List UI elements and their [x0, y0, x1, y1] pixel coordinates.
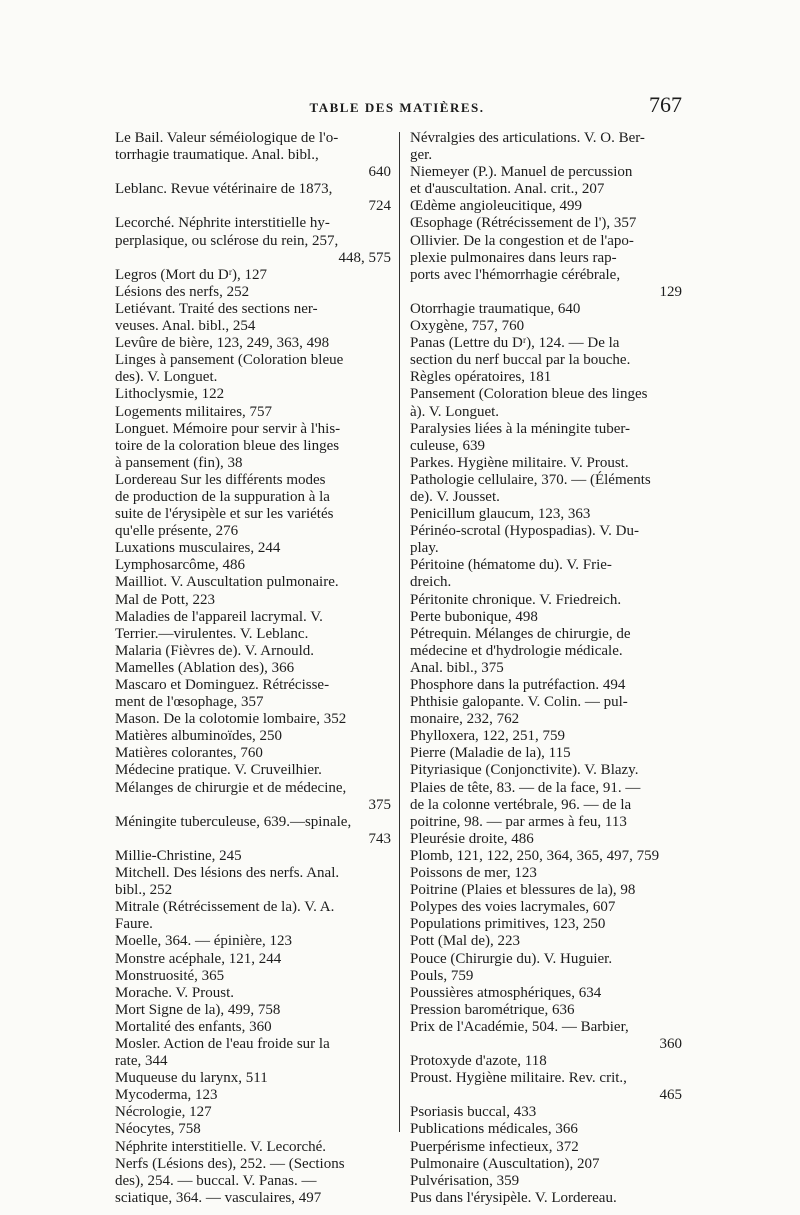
index-line: Mailliot. V. Auscultation pulmonaire.: [115, 574, 339, 591]
index-line: bibl., 252: [115, 882, 173, 899]
index-line: Pétrequin. Mélanges de chirurgie, de: [410, 625, 631, 642]
index-line: Pus dans l'érysipèle. V. Lordereau.: [410, 1189, 617, 1206]
index-line: Poussières atmosphériques, 634: [410, 984, 602, 1001]
index-line: Morache. V. Proust.: [115, 984, 235, 1001]
index-line: Lecorché. Néphrite interstitielle hy-: [115, 215, 330, 232]
index-line: Mitrale (Rétrécissement de la). V. A.: [115, 899, 335, 916]
index-line: Levûre de bière, 123, 249, 363, 498: [115, 335, 330, 352]
index-line: suite de l'érysipèle et sur les variétés: [115, 506, 334, 523]
index-line: Mort Signe de la), 499, 758: [115, 1001, 281, 1018]
index-line: Parkes. Hygiène militaire. V. Proust.: [410, 454, 629, 471]
index-line: Mascaro et Dominguez. Rétrécisse-: [115, 677, 330, 693]
index-line: Lésions des nerfs, 252: [115, 283, 250, 300]
index-line: Méningite tuberculeuse, 639.—spinale,: [115, 813, 352, 830]
index-line: Legros (Mort du Dʳ), 127: [115, 266, 267, 283]
index-line: perplasique, ou sclérose du rein, 257,: [115, 232, 339, 249]
index-line: Le Bail. Valeur séméiologique de l'o-: [115, 130, 339, 146]
index-line: Pott (Mal de), 223: [410, 933, 520, 950]
index-line: Plomb, 121, 122, 250, 364, 365, 497, 759: [410, 847, 660, 864]
index-line: Mal de Pott, 223: [115, 591, 215, 608]
index-line: sciatique, 364. — vasculaires, 497: [115, 1189, 322, 1206]
index-line: de la colonne vertébrale, 96. — de la: [410, 796, 632, 813]
index-line: Penicillum glaucum, 123, 363: [410, 506, 591, 523]
index-line: 724: [368, 198, 391, 215]
index-line: 640: [368, 164, 391, 181]
index-line: Moelle, 364. — épinière, 123: [115, 933, 293, 950]
index-line: Pierre (Maladie de la), 115: [410, 745, 571, 762]
index-line: Pulvérisation, 359: [410, 1172, 520, 1189]
index-line: Mamelles (Ablation des), 366: [115, 659, 295, 676]
index-line: Linges à pansement (Coloration bleue: [115, 352, 344, 369]
index-line: Millie-Christine, 245: [115, 847, 242, 864]
index-line: Monstre acéphale, 121, 244: [115, 950, 282, 967]
index-line: Règles opératoires, 181: [410, 369, 552, 386]
index-line: Pouls, 759: [410, 967, 474, 984]
index-line: Pouce (Chirurgie du). V. Huguier.: [410, 950, 613, 967]
index-line: 360: [659, 1035, 682, 1052]
index-line: Pression barométrique, 636: [410, 1001, 575, 1018]
index-line: Lithoclysmie, 122: [115, 386, 225, 403]
index-line: torrhagie traumatique. Anal. bibl.,: [115, 147, 319, 164]
index-line: toire de la coloration bleue des linges: [115, 437, 340, 454]
index-line: Œdème angioleucitique, 499: [410, 198, 583, 215]
index-line: qu'elle présente, 276: [115, 523, 239, 540]
index-line: Perte bubonique, 498: [410, 608, 538, 625]
index-line: Proust. Hygiène militaire. Rev. crit.,: [410, 1070, 627, 1087]
index-line: des), 254. — buccal. V. Panas. —: [115, 1172, 317, 1189]
index-line: Polypes des voies lacrymales, 607: [410, 899, 616, 916]
index-line: Œsophage (Rétrécissement de l'), 357: [410, 215, 637, 232]
index-line: Niemeyer (P.). Manuel de percussion: [410, 164, 633, 181]
index-line: Néphrite interstitielle. V. Lecorché.: [115, 1138, 327, 1155]
index-line: Nécrologie, 127: [115, 1104, 212, 1121]
index-line: poitrine, 98. — par armes à feu, 113: [410, 813, 627, 830]
index-line: Mitchell. Des lésions des nerfs. Anal.: [115, 865, 340, 882]
index-line: Périnéo-scrotal (Hypospadias). V. Du-: [410, 523, 639, 540]
index-line: de production de la suppuration à la: [115, 488, 330, 505]
index-line: Terrier.—virulentes. V. Leblanc.: [115, 625, 309, 642]
page-header: [112, 92, 682, 122]
index-line: Maladies de l'appareil lacrymal. V.: [115, 608, 323, 625]
index-line: Prix de l'Académie, 504. — Barbier,: [410, 1018, 629, 1035]
index-line: et d'auscultation. Anal. crit., 207: [410, 181, 605, 198]
index-line: à pansement (fin), 38: [115, 454, 243, 471]
index-line: section du nerf buccal par la bouche.: [410, 352, 631, 369]
index-line: Longuet. Mémoire pour servir à l'his-: [115, 420, 341, 437]
index-line: Oxygène, 757, 760: [410, 318, 525, 335]
index-line: Protoxyde d'azote, 118: [410, 1053, 547, 1070]
index-line: Luxations musculaires, 244: [115, 540, 281, 557]
index-line: Letiévant. Traité des sections ner-: [115, 300, 318, 317]
index-line: Péritoine (hématome du). V. Frie-: [410, 557, 612, 574]
index-line: Psoriasis buccal, 433: [410, 1104, 537, 1121]
index-line: Panas (Lettre du Dʳ), 124. — De la: [410, 335, 620, 352]
index-line: Néocytes, 758: [115, 1121, 201, 1138]
index-line: Nerfs (Lésions des), 252. — (Sections: [115, 1155, 345, 1172]
index-line: Phthisie galopante. V. Colin. — pul-: [410, 694, 628, 711]
index-line: 743: [368, 830, 391, 847]
index-line: à). V. Longuet.: [410, 403, 500, 420]
index-line: Médecine pratique. V. Cruveilhier.: [115, 762, 322, 779]
index-line: Mason. De la colotomie lombaire, 352: [115, 711, 347, 728]
index-line: Otorrhagie traumatique, 640: [410, 300, 581, 317]
index-line: Anal. bibl., 375: [410, 659, 504, 676]
index-line: Publications médicales, 366: [410, 1121, 578, 1138]
index-line: 465: [659, 1087, 682, 1104]
index-line: 129: [659, 283, 682, 300]
left-column: [115, 130, 391, 1207]
index-line: 375: [368, 796, 391, 813]
index-line: dreich.: [410, 574, 452, 591]
index-line: Plaies de tête, 83. — de la face, 91. —: [410, 779, 641, 796]
index-line: Puerpérisme infectieux, 372: [410, 1138, 579, 1155]
index-line: Phosphore dans la putréfaction. 494: [410, 677, 626, 693]
index-line: médecine et d'hydrologie médicale.: [410, 642, 623, 659]
index-line: Monstruosité, 365: [115, 967, 225, 984]
index-line: ment de l'œsophage, 357: [115, 694, 264, 711]
index-line: rate, 344: [115, 1053, 168, 1070]
index-line: monaire, 232, 762: [410, 711, 520, 728]
index-line: Névralgies des articulations. V. O. Ber-: [410, 130, 645, 146]
running-title: TABLE DES MATIÈRES.: [309, 100, 485, 115]
index-line: Matières colorantes, 760: [115, 745, 263, 762]
index-line: Malaria (Fièvres de). V. Arnould.: [115, 642, 314, 659]
index-line: Pathologie cellulaire, 370. — (Éléments: [410, 471, 651, 488]
index-line: Mélanges de chirurgie et de médecine,: [115, 779, 347, 796]
column-divider: [399, 132, 400, 1132]
index-line: Mycoderma, 123: [115, 1087, 218, 1104]
index-line: Mortalité des enfants, 360: [115, 1018, 272, 1035]
index-line: Poitrine (Plaies et blessures de la), 98: [410, 882, 636, 899]
index-line: des). V. Longuet.: [115, 369, 218, 386]
index-line: Mosler. Action de l'eau froide sur la: [115, 1035, 330, 1052]
index-line: 448, 575: [338, 249, 391, 266]
index-line: ger.: [410, 147, 433, 164]
index-line: Ollivier. De la congestion et de l'apo-: [410, 232, 634, 249]
index-line: Lymphosarcôme, 486: [115, 557, 245, 574]
right-column: [410, 130, 682, 1207]
index-line: Pulmonaire (Auscultation), 207: [410, 1155, 600, 1172]
index-line: Logements militaires, 757: [115, 403, 273, 420]
index-line: ports avec l'hémorrhagie cérébrale,: [410, 266, 621, 283]
index-line: Lordereau Sur les différents modes: [115, 471, 326, 488]
index-line: veuses. Anal. bibl., 254: [115, 318, 256, 335]
index-line: Poissons de mer, 123: [410, 865, 537, 882]
index-line: Populations primitives, 123, 250: [410, 916, 606, 933]
index-line: Muqueuse du larynx, 511: [115, 1070, 268, 1087]
index-line: Pansement (Coloration bleue des linges: [410, 386, 648, 403]
index-line: Phylloxera, 122, 251, 759: [410, 728, 565, 745]
index-line: Péritonite chronique. V. Friedreich.: [410, 591, 622, 608]
index-line: Paralysies liées à la méningite tuber-: [410, 420, 631, 437]
index-line: de). V. Jousset.: [410, 488, 500, 505]
index-line: play.: [410, 540, 439, 557]
index-line: Matières albuminoïdes, 250: [115, 728, 283, 745]
index-line: Faure.: [115, 916, 153, 933]
index-line: plexie pulmonaires dans leurs rap-: [410, 249, 617, 266]
page-number: 767: [649, 92, 682, 117]
index-line: Pityriasique (Conjonctivite). V. Blazy.: [410, 762, 639, 779]
index-line: culeuse, 639: [410, 437, 485, 454]
index-line: Leblanc. Revue vétérinaire de 1873,: [115, 181, 333, 198]
index-line: Pleurésie droite, 486: [410, 830, 534, 847]
